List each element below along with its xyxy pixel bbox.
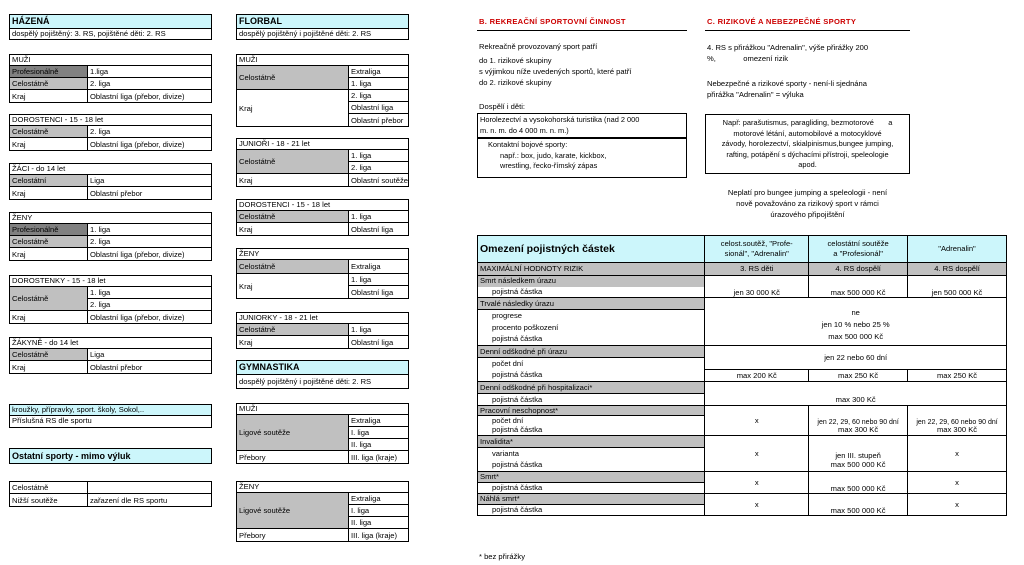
hazena-section <box>9 14 212 40</box>
table-cell: 1. liga <box>88 224 211 236</box>
row-label: pojistná částka <box>478 426 705 436</box>
row-label: pojistná částka <box>478 483 705 494</box>
hazena-zeny-table <box>9 212 212 261</box>
table-header: ŽENY <box>237 482 408 493</box>
hazena-muzi-table <box>9 54 212 103</box>
value-line: jen 10 % nebo 25 % <box>821 319 890 329</box>
hazena-zaci-table <box>9 163 212 200</box>
table-header: ŽÁKYNĚ - do 14 let <box>10 338 211 349</box>
value-cell: max 300 Kč <box>908 426 1007 436</box>
table-cell: Kraj <box>237 174 349 186</box>
rs-cell: 4. RS dospělí <box>908 263 1007 276</box>
box-line: Horolezectví a vysokohorská turistika (nad 2 000 <box>480 115 640 124</box>
divider <box>477 30 687 31</box>
table-cell: 1. liga <box>349 211 408 223</box>
value-cell: x <box>705 436 809 472</box>
rekreacni-text-1: Rekreačně provozovaný sport patří <box>479 42 598 51</box>
table-cell: Oblastní přebor <box>351 115 404 125</box>
table-cell: Oblastní liga <box>349 102 408 114</box>
table-cell: Profesionálně <box>10 224 88 236</box>
rekreacni-box-horolezectvi <box>477 114 687 138</box>
table-cell: Ligové soutěže <box>237 415 349 451</box>
value-cell: max 500 000 Kč <box>809 276 908 298</box>
table-cell: 2. liga <box>349 162 408 174</box>
table-cell: Kraj <box>10 361 88 373</box>
table-cell: Liga <box>88 175 211 187</box>
rekreacni-box-bojove <box>477 138 687 178</box>
table-header: DOROSTENCI - 15 - 18 let <box>10 115 211 126</box>
row-label: Pracovní neschopnost* <box>478 406 705 416</box>
value-line: max 500 000 Kč <box>828 331 884 341</box>
hazena-zakyne-table <box>9 337 212 374</box>
box-line: závody, horolezectví, skialpinismus,bungee jumping, <box>721 139 894 148</box>
table-cell: Celostátně <box>237 66 349 90</box>
value-cell: max 300 Kč <box>705 382 1007 406</box>
ostatni-title: Ostatní sporty - mimo výluk <box>9 448 212 464</box>
table-cell: 1. liga <box>349 78 408 90</box>
rs-cell: 3. RS děti <box>705 263 809 276</box>
florbal-muzi-table <box>236 54 409 127</box>
table-cell: I. liga <box>349 427 408 439</box>
table-cell: Kraj <box>237 336 349 348</box>
table-cell: Oblastní liga <box>351 224 394 234</box>
value-cell: x <box>705 406 809 436</box>
value-cell: jen 500 000 Kč <box>908 276 1007 298</box>
rizikove-note-3: úrazového připojištění <box>770 210 845 219</box>
table-header: MUŽI <box>10 55 211 66</box>
value-cell: x <box>705 472 809 494</box>
omezeni-title: Omezení pojistných částek <box>478 236 705 263</box>
florbal-title: FLORBAL <box>236 14 409 29</box>
box-line: např.: box, judo, karate, kickbox, <box>500 150 607 160</box>
table-cell: Oblastní liga <box>351 337 394 347</box>
row-label: pojistná částka <box>478 394 705 406</box>
row-label: Invalidita* <box>478 436 705 448</box>
rizikove-text-1: 4. RS s přirážkou "Adrenalin", výše přirážky 200 <box>707 43 869 52</box>
table-cell: III. liga (kraje) <box>351 530 397 540</box>
row-label: Denní odškodné při úrazu <box>478 346 705 358</box>
table-header: DOROSTENKY - 15 - 18 let <box>10 276 211 287</box>
table-cell: II. liga <box>349 517 408 529</box>
rizikove-box-sporty <box>705 114 910 174</box>
rekreacni-text-2: do 1. rizikové skupiny <box>479 56 552 65</box>
table-cell: Celostátně <box>237 211 349 223</box>
table-cell: Celostátní <box>10 175 88 187</box>
table-cell: 1. liga <box>349 150 408 162</box>
box-line: m. n. m. do 4 000 m. n. m.) <box>480 125 569 135</box>
table-header: ŽENY <box>237 249 408 260</box>
florbal-juniori-table <box>236 138 409 187</box>
ostatni-table <box>9 481 212 507</box>
table-cell: II. liga <box>349 439 408 451</box>
table-cell: Celostátně <box>237 324 349 336</box>
table-cell: Oblastní přebor <box>90 188 143 198</box>
value-cell: jen 22 nebo 60 dní <box>705 346 1007 370</box>
table-cell: Kraj <box>10 90 88 102</box>
table-cell: III. liga (kraje) <box>351 452 397 462</box>
rs-cell: 4. RS dospělí <box>809 263 908 276</box>
omezeni-col3-header: "Adrenalin" <box>908 236 1007 263</box>
table-cell: 1. liga <box>349 324 408 336</box>
table-cell: Extraliga <box>349 493 408 505</box>
rizikove-title: C. RIZIKOVÉ A NEBEZPEČNÉ SPORTY <box>707 17 857 26</box>
table-header: JUNIOŘI - 18 - 21 let <box>237 139 408 150</box>
table-cell: Kraj <box>10 187 88 199</box>
krouzky-line2: Příslušná RS dle sportu <box>12 416 92 425</box>
rekreacni-title: B. REKREAČNÍ SPORTOVNÍ ČINNOST <box>479 17 626 26</box>
table-cell: Celostátně <box>10 287 88 311</box>
box-line: wrestling, řecko-římský zápas <box>500 161 598 170</box>
row-label: Náhlá smrt* <box>478 494 705 505</box>
table-cell: Extraliga <box>349 66 408 78</box>
florbal-zeny-table <box>236 248 409 299</box>
box-line: motorové létání, automobilové a motocyklové <box>733 128 882 138</box>
florbal-subtitle: dospělý pojištěný i pojištěné děti: 2. RS <box>236 29 409 40</box>
omezeni-col1-header <box>705 236 809 263</box>
gymnastika-title: GYMNASTIKA <box>236 360 409 375</box>
value-cell: x <box>705 494 809 516</box>
table-cell: zařazení dle RS sportu <box>90 495 168 505</box>
row-label: Denní odškodné při hospitalizaci* <box>478 382 705 394</box>
rizikove-text-2: %, omezení rizik <box>707 54 789 63</box>
hazena-title: HÁZENÁ <box>9 14 212 29</box>
max-header: MAXIMÁLNÍ HODNOTY RIZIK <box>478 263 705 276</box>
box-line: Kontaktní bojové sporty: <box>488 140 568 149</box>
value-cell: max 500 000 Kč <box>809 472 908 494</box>
row-label: počet dní <box>478 358 705 370</box>
row-label: Smrt* <box>478 472 705 483</box>
row-label: počet dní <box>478 416 705 426</box>
row-label: pojistná částka <box>478 334 705 346</box>
rizikove-text-3: Nebezpečné a rizikové sporty - není-li sjednána <box>707 79 867 88</box>
hazena-subtitle: dospělý pojištěný: 3. RS, pojištěné děti: 2. RS <box>9 29 212 40</box>
table-cell: Kraj <box>237 274 349 298</box>
table-cell: Přebory <box>237 451 349 463</box>
header-line: celost.soutěž, "Profe- <box>720 239 793 248</box>
gymnastika-section <box>236 360 409 389</box>
table-cell: Extraliga <box>349 260 408 274</box>
table-cell: Kraj <box>10 248 88 260</box>
table-cell: Celostátně <box>10 236 88 248</box>
table-cell: Oblastní přebor <box>90 362 143 372</box>
row-label: varianta <box>478 448 705 460</box>
value-cell: max 250 Kč <box>908 370 1007 382</box>
value-cell: max 200 Kč <box>705 370 809 382</box>
table-cell: Přebory <box>237 529 349 541</box>
header-line: sionál", "Adrenalin" <box>724 249 789 258</box>
table-cell: Celostátně <box>10 482 88 494</box>
row-label: Trvalé následky úrazu <box>478 298 705 310</box>
table-cell: 2. liga <box>88 78 211 90</box>
table-cell: Celostátně <box>237 260 349 274</box>
table-header: JUNIORKY - 18 - 21 let <box>237 313 408 324</box>
table-cell: 2. liga <box>88 299 211 311</box>
table-header: ŽENY <box>10 213 211 224</box>
table-cell: Oblastní liga (přebor, divize) <box>90 91 185 101</box>
trvale-values <box>705 298 1007 346</box>
rizikove-text-4: přirážka "Adrenalin" = výluka <box>707 90 804 99</box>
row-label: progrese <box>478 310 705 322</box>
krouzky-box <box>9 404 212 428</box>
table-cell: Ligové soutěže <box>237 493 349 529</box>
table-cell: I. liga <box>349 505 408 517</box>
florbal-dorostenci-table <box>236 199 409 236</box>
row-label: procento poškození <box>478 322 705 334</box>
krouzky-line1: kroužky, přípravky, sport. školy, Sokol,.. <box>10 405 211 416</box>
table-cell: Nižší soutěže <box>10 494 88 506</box>
table-cell: Liga <box>88 349 211 361</box>
value-cell: jen 22, 29, 60 nebo 90 dní <box>809 406 908 426</box>
table-cell <box>88 482 211 494</box>
table-cell: Oblastní liga (přebor, divize) <box>90 139 185 149</box>
value-cell: x <box>908 472 1007 494</box>
value-cell: max 500 000 Kč <box>809 460 908 472</box>
divider <box>705 30 910 31</box>
table-header: DOROSTENCI - 15 - 18 let <box>237 200 408 211</box>
table-cell: Kraj <box>10 138 88 150</box>
table-cell: Oblastní liga <box>351 287 394 297</box>
rizikove-note-2: nově považováno za rizikový sport v rámci <box>736 199 879 208</box>
hazena-dorostenky-table <box>9 275 212 324</box>
table-cell: Celostátně <box>10 126 88 138</box>
omezeni-col2-header <box>809 236 908 263</box>
gymnastika-muzi-table <box>236 403 409 464</box>
row-label: pojistná částka <box>478 370 705 382</box>
value-cell: jen 22, 29, 60 nebo 90 dní <box>908 406 1007 426</box>
table-cell: Celostátně <box>237 150 349 174</box>
hazena-dorostenci-table <box>9 114 212 151</box>
florbal-section <box>236 14 409 40</box>
rizikove-note-1: Neplatí pro bungee jumping a speleologii - není <box>727 188 888 197</box>
row-label: Smrt následkem úrazu <box>478 276 705 287</box>
table-cell: 2. liga <box>88 236 211 248</box>
box-line: apod. <box>798 160 817 169</box>
value-line: ne <box>851 307 860 317</box>
row-label: pojistná částka <box>478 505 705 516</box>
gymnastika-subtitle: dospělý pojištěný i pojištěné děti: 2. RS <box>236 375 409 389</box>
table-cell: Celostátně <box>10 78 88 90</box>
rekreacni-text-4: do 2. rizikové skupiny <box>479 78 552 87</box>
value-cell: jen 30 000 Kč <box>705 276 809 298</box>
table-cell: Kraj <box>10 311 88 323</box>
table-cell: Extraliga <box>349 415 408 427</box>
table-cell: Oblastní liga (přebor, divize) <box>90 312 185 322</box>
value-cell: max 500 000 Kč <box>809 494 908 516</box>
table-cell: 1. liga <box>349 274 408 286</box>
footnote: * bez přirážky <box>479 552 526 561</box>
rekreacni-text-3: s výjimkou níže uvedených sportů, které patří <box>479 67 632 76</box>
table-cell: 1. liga <box>88 287 211 299</box>
value-cell: max 300 Kč <box>809 426 908 436</box>
table-header: ŽÁCI - do 14 let <box>10 164 211 175</box>
table-cell: Oblastní soutěže <box>351 175 408 185</box>
table-cell: Celostátně <box>10 349 88 361</box>
box-line: rafting, potápění s dýchacími přístroji, speleologie <box>726 149 889 159</box>
value-cell: x <box>908 436 1007 472</box>
value-cell: max 250 Kč <box>809 370 908 382</box>
header-line: celostátní soutěže <box>827 239 889 248</box>
value-cell: x <box>908 494 1007 516</box>
header-line: a "Profesionál" <box>833 249 883 258</box>
table-cell: Kraj <box>237 223 349 235</box>
table-cell: 2. liga <box>349 90 408 102</box>
table-cell: Profesionálně <box>10 66 88 78</box>
value-cell: jen III. stupeň <box>809 436 908 460</box>
florbal-juniorky-table <box>236 312 409 349</box>
table-header: MUŽI <box>237 404 408 415</box>
omezeni-table <box>477 235 1007 516</box>
rekreacni-dospeli: Dospělí i děti: <box>479 102 526 111</box>
row-label: pojistná částka <box>478 287 705 298</box>
table-cell: 2. liga <box>88 126 211 138</box>
gymnastika-zeny-table <box>236 481 409 542</box>
table-header: MUŽI <box>237 55 408 66</box>
box-line: Např: parašutismus, paragliding, bezmotorové a <box>722 118 893 127</box>
table-cell: Oblastní liga (přebor, divize) <box>90 249 185 259</box>
table-cell: 1.liga <box>88 66 211 78</box>
table-cell: Kraj <box>237 90 349 126</box>
row-label: pojistná částka <box>478 460 705 472</box>
